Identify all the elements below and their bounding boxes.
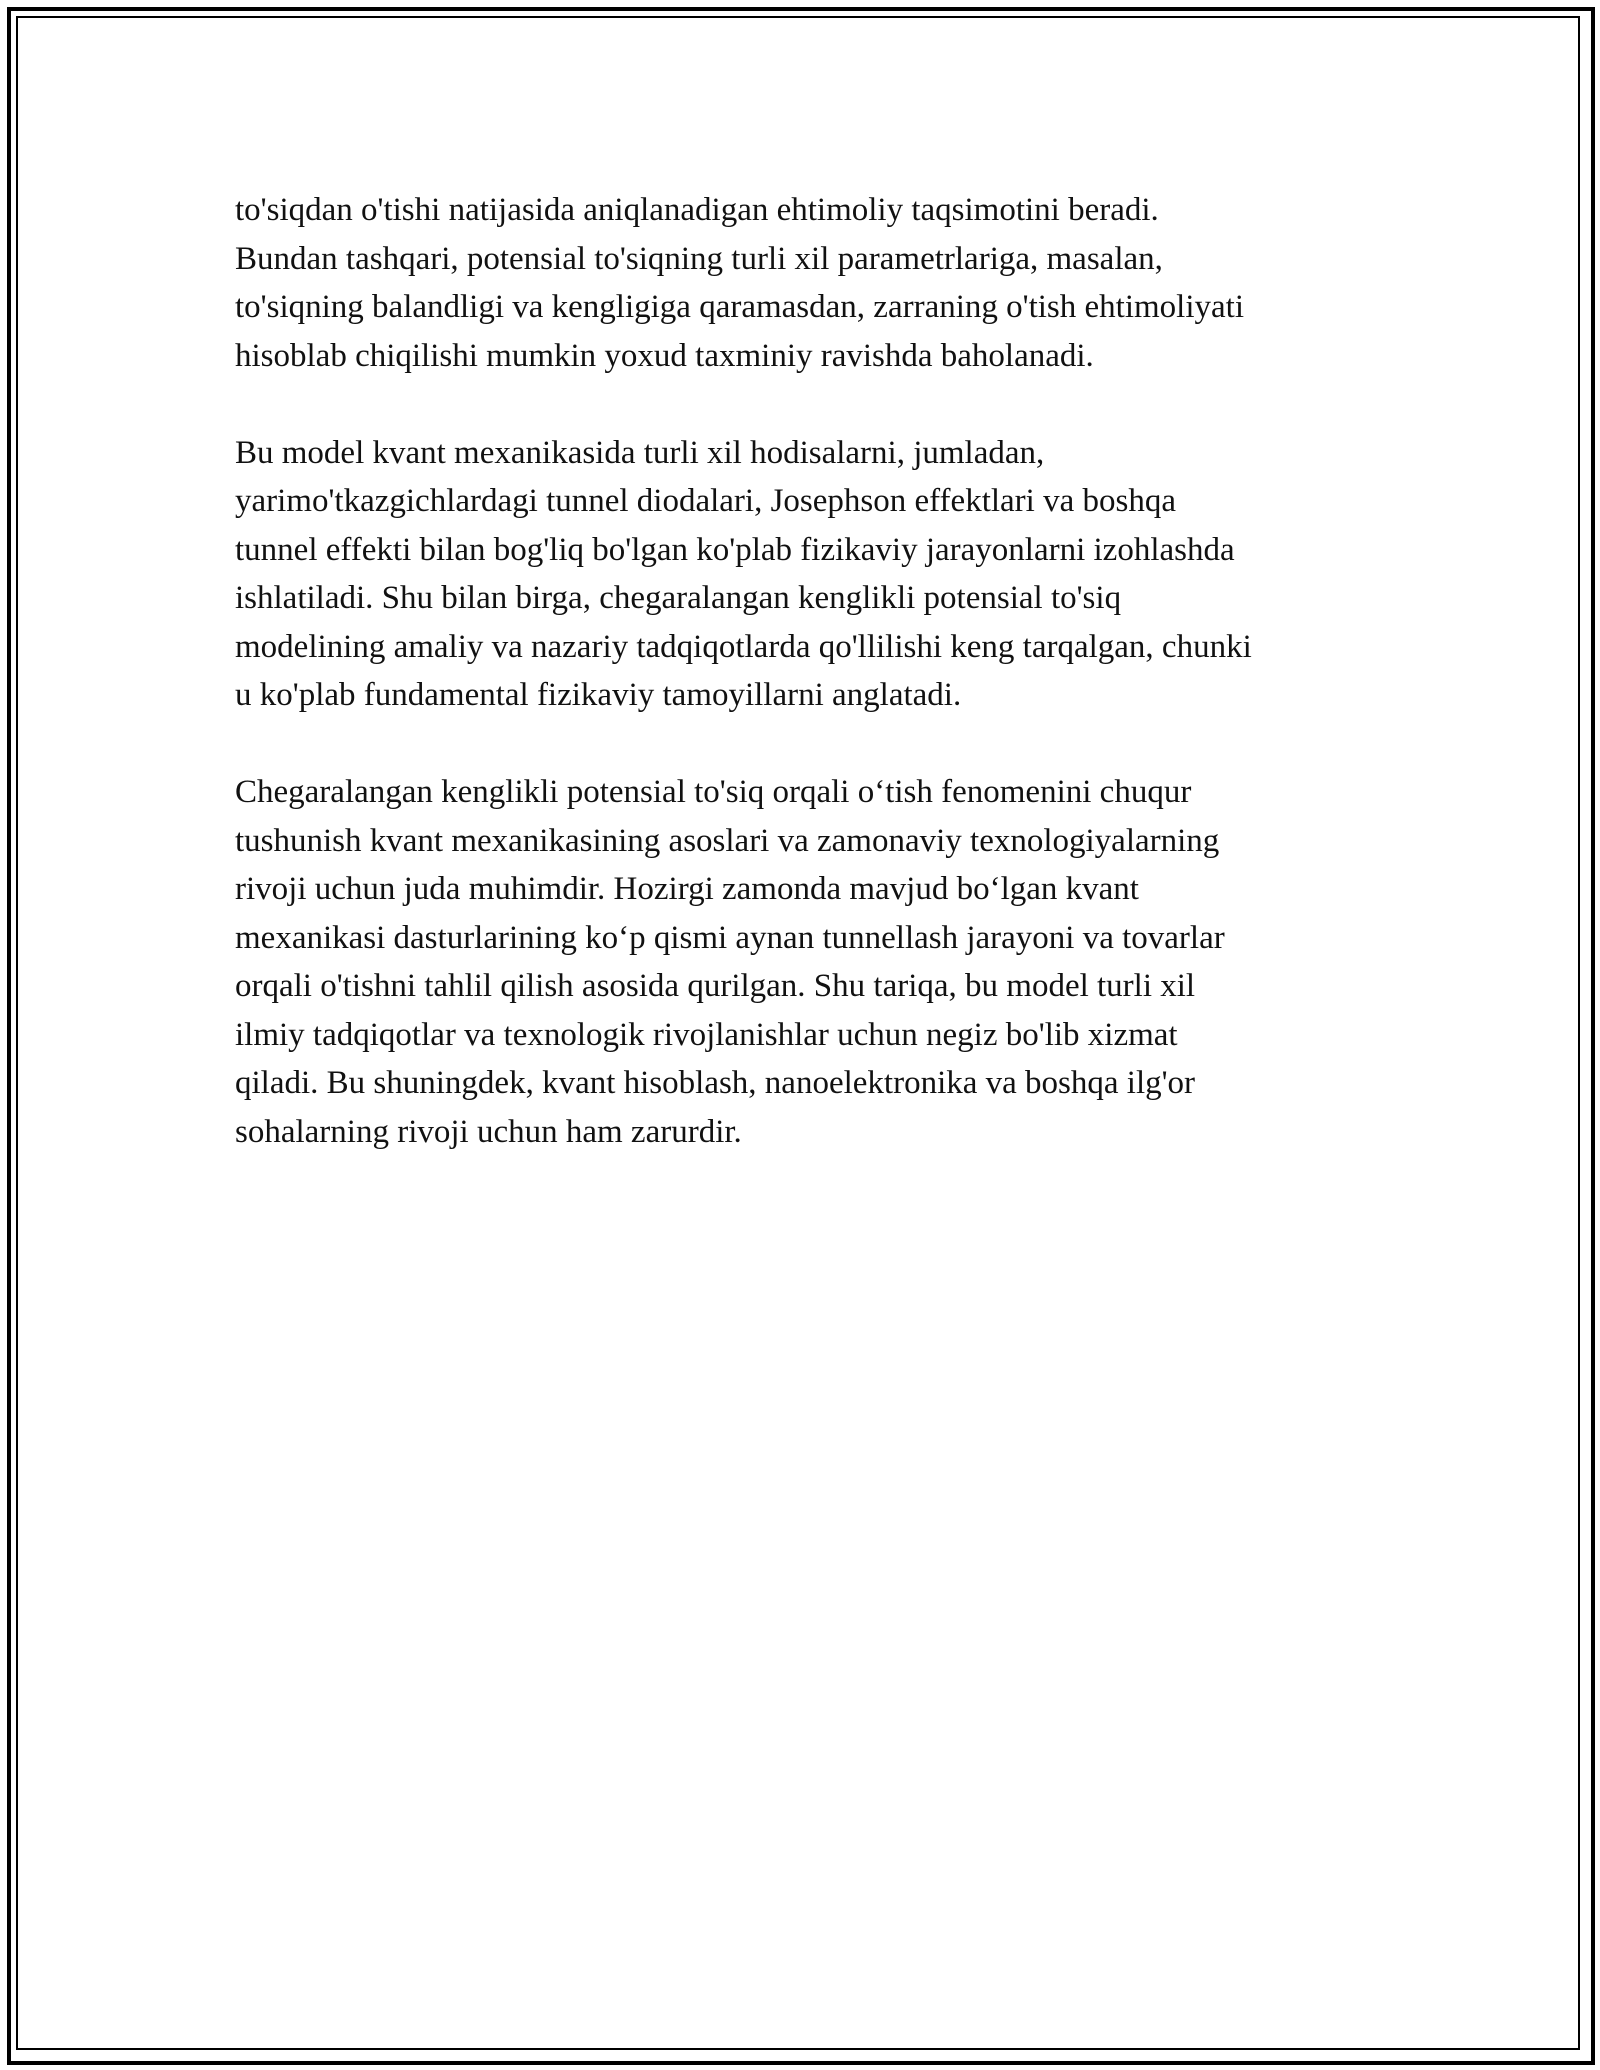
text-line: qiladi. Bu shuningdek, kvant hisoblash, nanoelektronika va boshqa ilg'or xyxy=(235,1065,1196,1101)
text-line: Bundan tashqari, potensial to'siqning turli xil parametrlariga, masalan, xyxy=(235,240,1163,277)
text-line: to'siqdan o'tishi natijasida aniqlanadigan ehtimoliy taqsimotini beradi. xyxy=(235,192,1159,228)
text-line: ilmiy tadqiqotlar va texnologik rivojlanishlar uchun negiz bo'lib xizmat xyxy=(235,1016,1178,1053)
text-line: u ko'plab fundamental fizikaviy tamoyillarni anglatadi. xyxy=(235,677,962,713)
text-line: to'siqning balandligi va kengligiga qaramasdan, zarraning o'tish ehtimoliyati xyxy=(235,289,1244,325)
text-line: orqali o'tishni tahlil qilish asosida qurilgan. Shu tariqa, bu model turli xil xyxy=(235,968,1196,1004)
text-line: tunnel effekti bilan bog'liq bo'lgan ko'plab fizikaviy jarayonlarni izohlashda xyxy=(235,531,1235,568)
paragraph-3 xyxy=(235,768,1375,1156)
text-line: Bu model kvant mexanikasida turli xil hodisalarni, jumladan, xyxy=(235,434,1045,471)
text-line: hisoblab chiqilishi mumkin yoxud taxminiy ravishda baholanadi. xyxy=(235,337,1094,374)
document-body xyxy=(235,186,1375,1205)
text-line: modelining amaliy va nazariy tadqiqotlarda qo'llilishi keng tarqalgan, chunki xyxy=(235,628,1252,665)
text-line: Chegaralangan kenglikli potensial to'siq orqali o‘tish fenomenini chuqur xyxy=(235,774,1192,810)
text-line: tushunish kvant mexanikasining asoslari va zamonaviy texnologiyalarning xyxy=(235,822,1220,859)
text-line: mexanikasi dasturlarining ko‘p qismi aynan tunnellash jarayoni va tovarlar xyxy=(235,919,1225,956)
text-line: rivoji uchun juda muhimdir. Hozirgi zamonda mavjud bo‘lgan kvant xyxy=(235,871,1139,907)
text-line: sohalarning rivoji uchun ham zarurdir. xyxy=(235,1113,742,1150)
paragraph-1 xyxy=(235,186,1375,380)
paragraph-2 xyxy=(235,429,1375,720)
text-line: ishlatiladi. Shu bilan birga, chegaralangan kenglikli potensial to'siq xyxy=(235,580,1122,616)
text-line: yarimo'tkazgichlardagi tunnel diodalari, Josephson effektlari va boshqa xyxy=(235,483,1176,519)
